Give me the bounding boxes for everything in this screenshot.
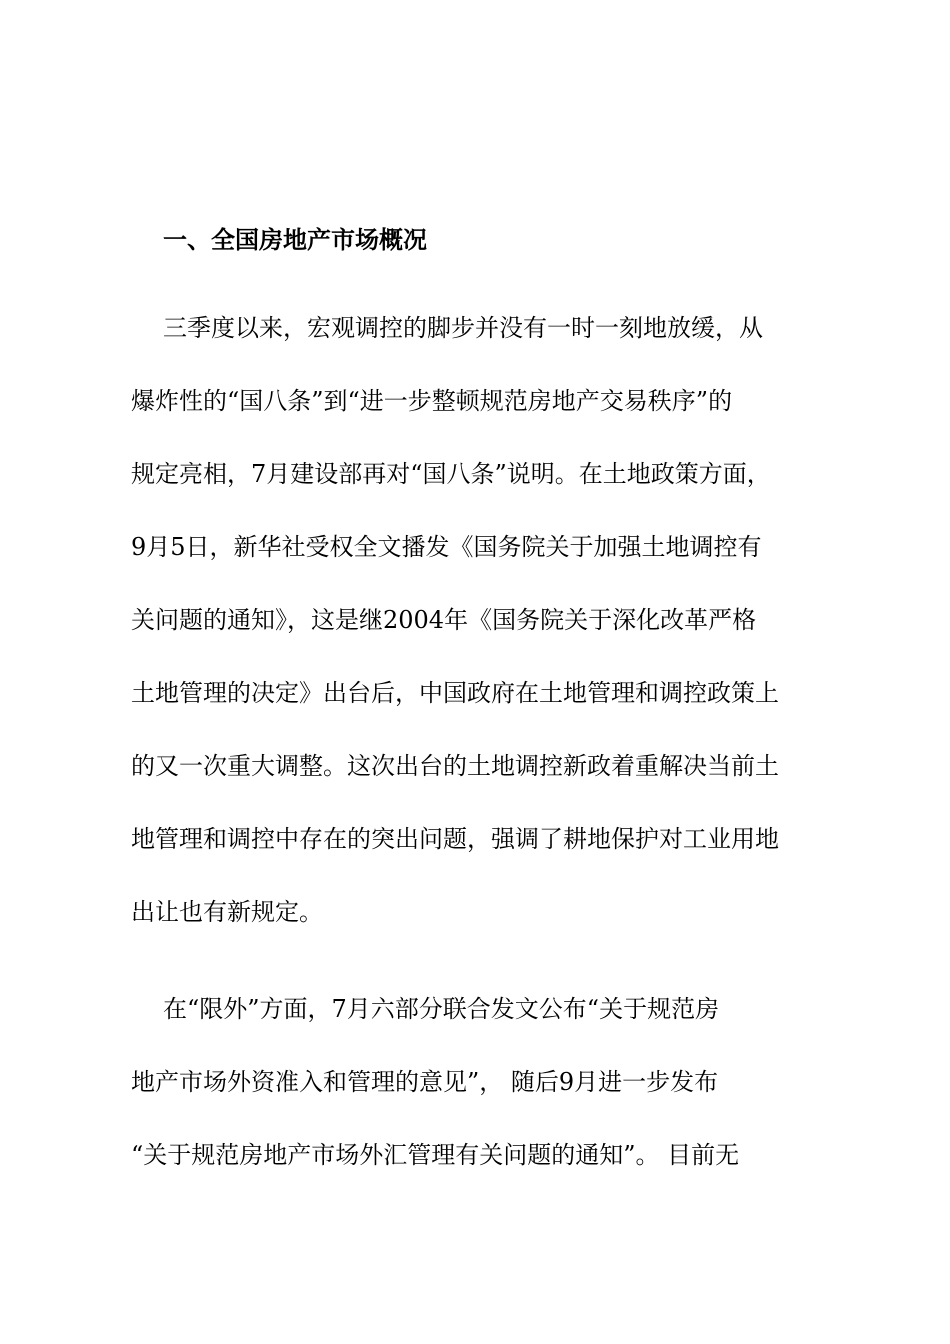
paragraph-line: 三季度以来，宏观调控的脚步并没有一时一刻地放缓，从 (163, 314, 763, 342)
paragraph-line: 出让也有新规定。 (131, 898, 323, 926)
section-heading: 一、全国房地产市场概况 (163, 226, 427, 254)
paragraph-line: 的又一次重大调整。这次出台的土地调控新政着重解决当前土 (131, 752, 779, 780)
paragraph-line: 地管理和调控中存在的突出问题，强调了耕地保护对工业用地 (131, 825, 779, 853)
paragraph-line: 规定亮相，7月建设部再对“国八条”说明。在土地政策方面， (131, 460, 771, 488)
paragraph-line: 在“限外”方面，7月六部分联合发文公布“关于规范房 (163, 995, 720, 1023)
paragraph-line: “关于规范房地产市场外汇管理有关问题的通知”。 目前无 (131, 1141, 740, 1169)
paragraph-line: 关问题的通知》，这是继2004年《国务院关于深化改革严格 (131, 606, 757, 634)
paragraph-line: 9月5日，新华社受权全文播发《国务院关于加强土地调控有 (131, 533, 762, 561)
paragraph-line: 土地管理的决定》出台后，中国政府在土地管理和调控政策上 (131, 679, 779, 707)
paragraph-line: 爆炸性的“国八条”到“进一步整顿规范房地产交易秩序”的 (131, 387, 733, 415)
paragraph-line: 地产市场外资准入和管理的意见”， 随后9月进一步发布 (131, 1068, 719, 1096)
